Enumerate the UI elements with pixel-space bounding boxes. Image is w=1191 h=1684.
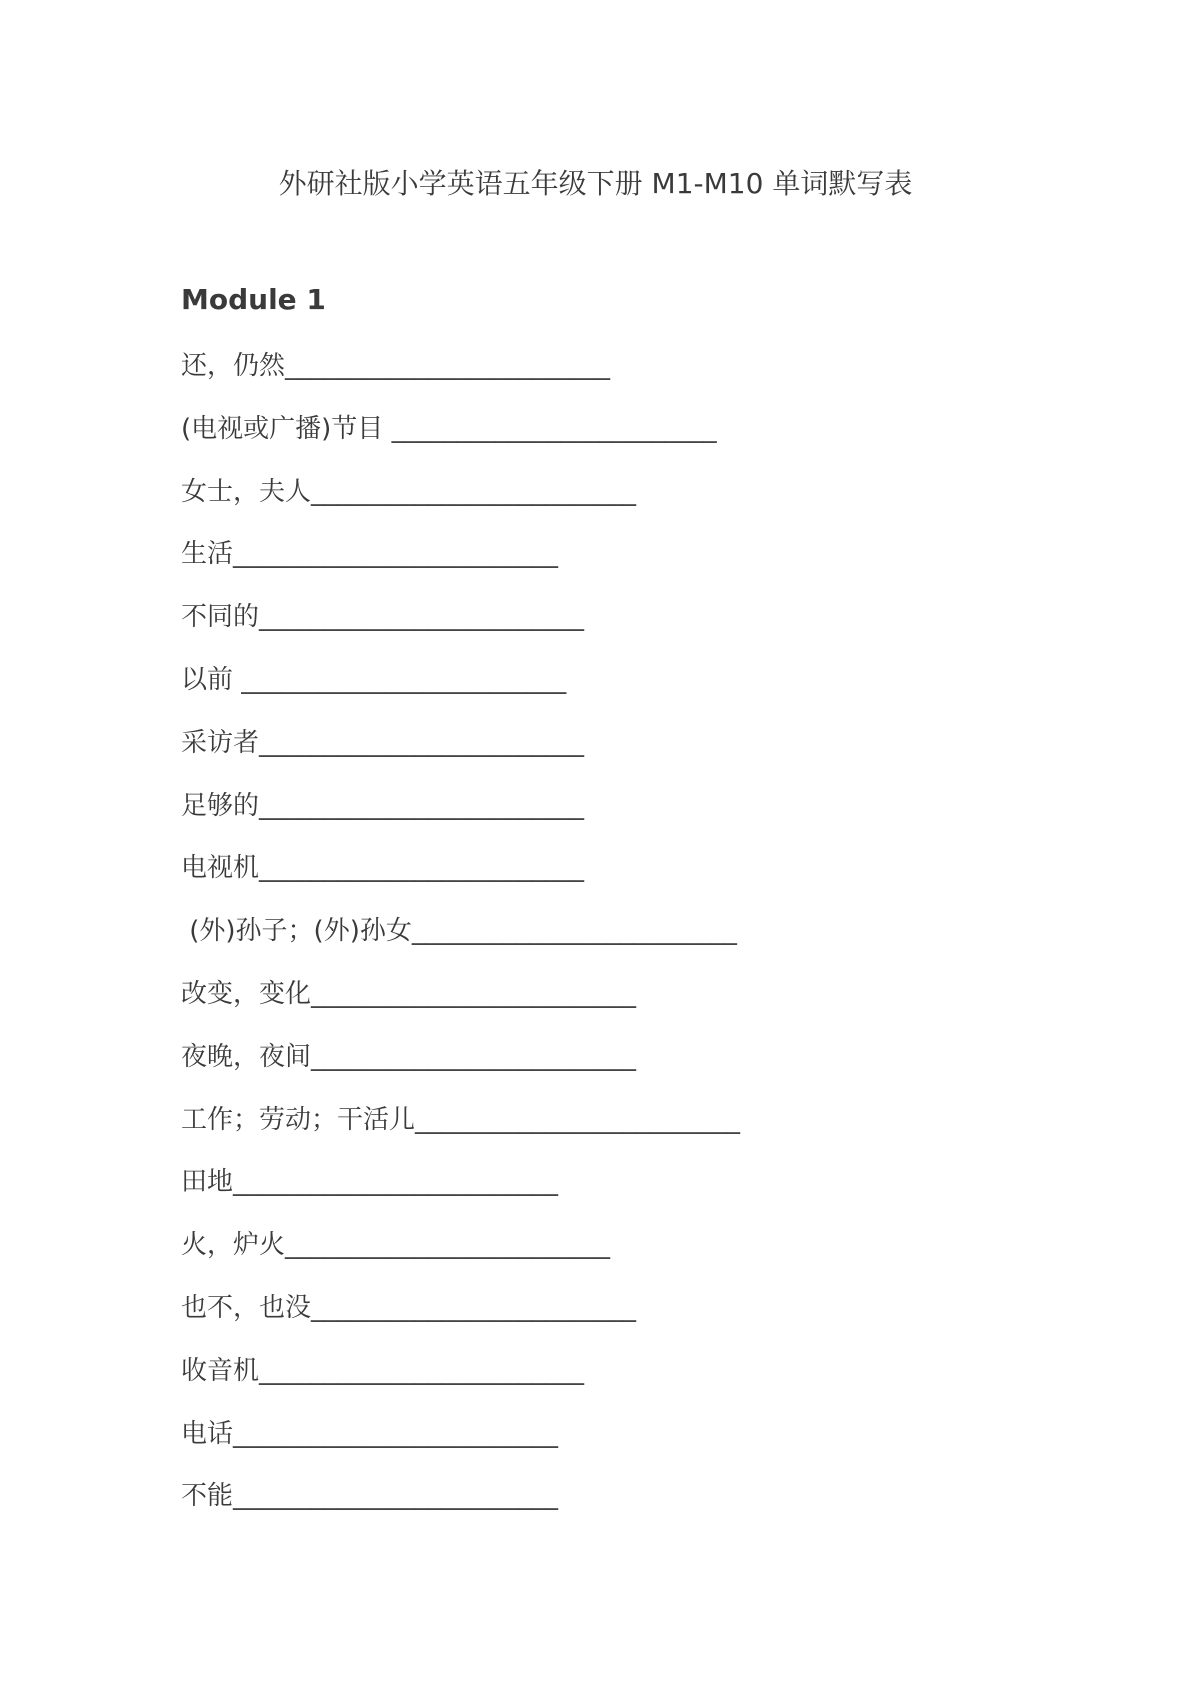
module-heading: Module 1 bbox=[181, 283, 326, 316]
word-prompt: 工作；劳动；干活儿 bbox=[181, 1104, 416, 1135]
answer-blank[interactable]: _________________________ bbox=[311, 1041, 637, 1072]
word-item bbox=[181, 1160, 740, 1223]
word-item bbox=[181, 846, 740, 909]
answer-blank[interactable]: _________________________ bbox=[391, 413, 717, 444]
answer-blank[interactable]: _________________________ bbox=[233, 1481, 559, 1512]
answer-blank[interactable]: _________________________ bbox=[285, 1230, 611, 1261]
word-prompt: 以前 bbox=[181, 664, 242, 695]
answer-blank[interactable]: _________________________ bbox=[415, 1104, 741, 1135]
word-prompt: (电视或广播)节目 bbox=[181, 413, 392, 444]
word-item bbox=[181, 344, 740, 407]
answer-blank[interactable]: _________________________ bbox=[233, 539, 559, 570]
answer-blank[interactable]: _________________________ bbox=[311, 476, 637, 507]
word-prompt: 电视机 bbox=[181, 853, 260, 884]
word-item bbox=[181, 1474, 740, 1537]
word-prompt: 足够的 bbox=[181, 790, 260, 821]
answer-blank[interactable]: _________________________ bbox=[259, 602, 585, 633]
word-list bbox=[181, 344, 740, 1537]
answer-blank[interactable]: _________________________ bbox=[311, 978, 637, 1009]
word-prompt: (外)孙子；(外)孙女 bbox=[181, 916, 412, 947]
answer-blank[interactable]: _________________________ bbox=[259, 790, 585, 821]
answer-blank[interactable]: _________________________ bbox=[411, 916, 737, 947]
word-item bbox=[181, 909, 740, 972]
answer-blank[interactable]: _________________________ bbox=[259, 1355, 585, 1386]
answer-blank[interactable]: _________________________ bbox=[241, 664, 567, 695]
word-item bbox=[181, 1223, 740, 1286]
word-prompt: 电话 bbox=[181, 1418, 234, 1449]
word-prompt: 收音机 bbox=[181, 1355, 260, 1386]
answer-blank[interactable]: _________________________ bbox=[259, 727, 585, 758]
word-item bbox=[181, 1286, 740, 1349]
word-prompt: 改变，变化 bbox=[181, 978, 312, 1009]
word-item bbox=[181, 407, 740, 470]
answer-blank[interactable]: _________________________ bbox=[259, 853, 585, 884]
word-item bbox=[181, 721, 740, 784]
word-item bbox=[181, 1098, 740, 1161]
word-item bbox=[181, 595, 740, 658]
word-item bbox=[181, 972, 740, 1035]
answer-blank[interactable]: _________________________ bbox=[233, 1418, 559, 1449]
word-item bbox=[181, 658, 740, 721]
answer-blank[interactable]: _________________________ bbox=[285, 351, 611, 381]
word-prompt: 女士，夫人 bbox=[181, 476, 312, 507]
word-prompt: 也不，也没 bbox=[181, 1292, 312, 1323]
word-prompt: 田地 bbox=[181, 1167, 234, 1198]
word-item bbox=[181, 1412, 740, 1475]
word-item bbox=[181, 470, 740, 533]
word-item bbox=[181, 1349, 740, 1412]
page-title: 外研社版小学英语五年级下册 M1-M10 单词默写表 bbox=[278, 167, 913, 200]
word-item bbox=[181, 1035, 740, 1098]
word-prompt: 不同的 bbox=[181, 602, 260, 633]
answer-blank[interactable]: _________________________ bbox=[311, 1292, 637, 1323]
answer-blank[interactable]: _________________________ bbox=[233, 1167, 559, 1198]
word-prompt: 生活 bbox=[181, 539, 234, 570]
word-prompt: 夜晚，夜间 bbox=[181, 1041, 312, 1072]
word-item bbox=[181, 784, 740, 847]
word-prompt: 不能 bbox=[181, 1481, 234, 1512]
word-prompt: 采访者 bbox=[181, 727, 260, 758]
word-prompt: 火，炉火 bbox=[181, 1230, 286, 1261]
word-item bbox=[181, 532, 740, 595]
word-prompt: 还，仍然 bbox=[181, 351, 286, 381]
